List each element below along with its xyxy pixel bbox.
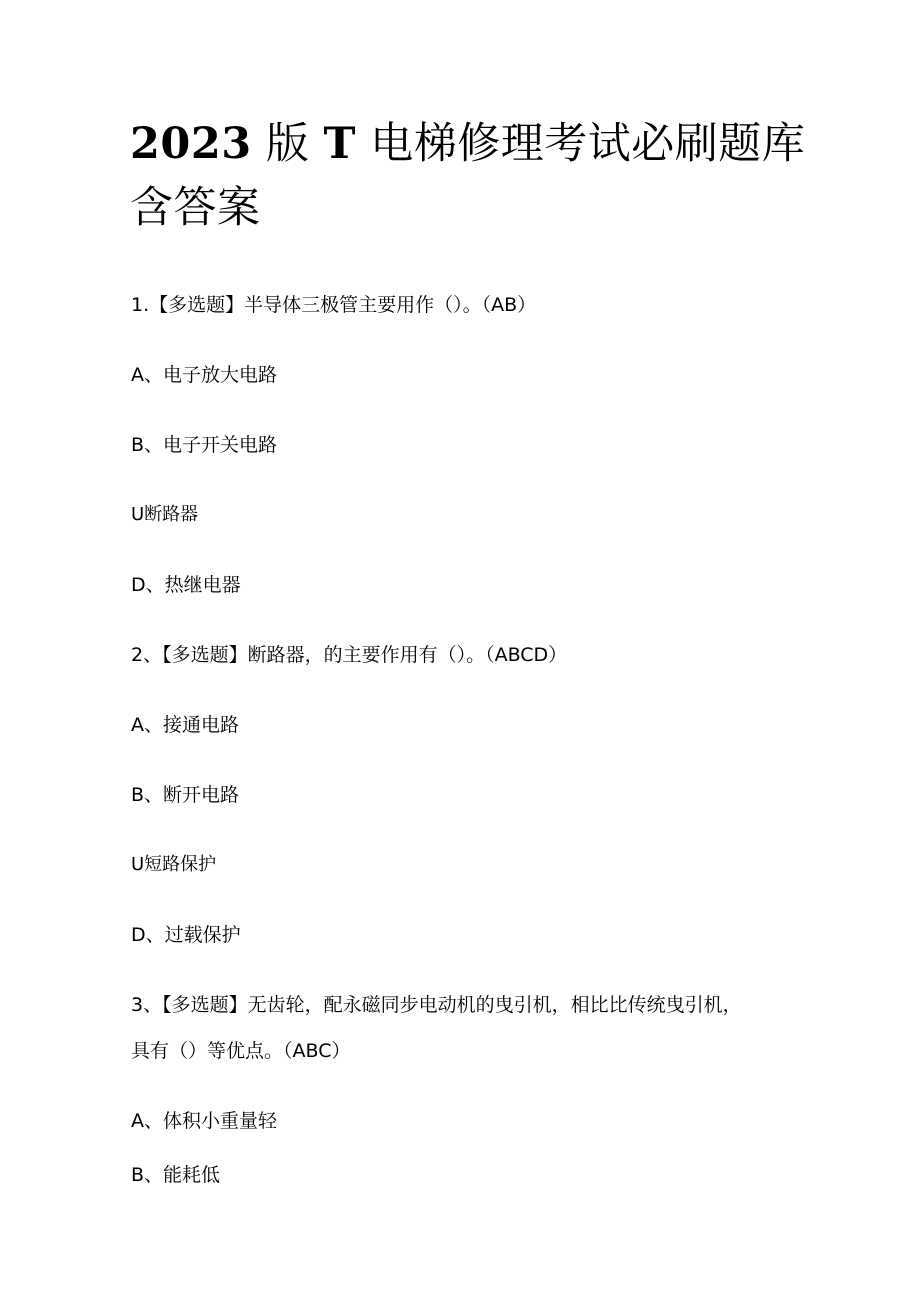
question-1-option-b: B、电子开关电路	[131, 434, 278, 456]
title-year: 2023	[130, 119, 252, 169]
title-letter: T	[323, 119, 357, 169]
question-3-option-a: A、体积小重量轻	[131, 1110, 277, 1132]
question-2-option-a: A、接通电路	[131, 714, 239, 736]
title-part-2: 电梯修理考试必刷题库含答案	[130, 119, 806, 233]
question-2-option-c: U短路保护	[131, 854, 217, 875]
document-title	[130, 112, 810, 240]
question-1-option-d: D、热继电器	[131, 574, 241, 596]
question-2-option-b: B、断开电路	[131, 784, 240, 806]
title-part-1: 版	[265, 119, 310, 169]
question-2-stem: 2、【多选题】断路器，的主要作用有（）。（ABCD）	[131, 644, 568, 666]
question-3-stem-line-2: 具有（）等优点。（ABC）	[131, 1040, 351, 1062]
question-3-stem-line-1: 3、【多选题】无齿轮，配永磁同步电动机的曳引机，相比比传统曳引机，	[131, 994, 742, 1016]
question-1-option-c: U断路器	[131, 504, 199, 525]
question-1-stem: 1.【多选题】半导体三极管主要用作（）。（AB）	[131, 294, 537, 316]
question-1-option-a: A、电子放大电路	[131, 364, 277, 386]
question-2-option-d: D、过载保护	[131, 924, 241, 946]
question-3-option-b: B、能耗低	[131, 1164, 221, 1186]
